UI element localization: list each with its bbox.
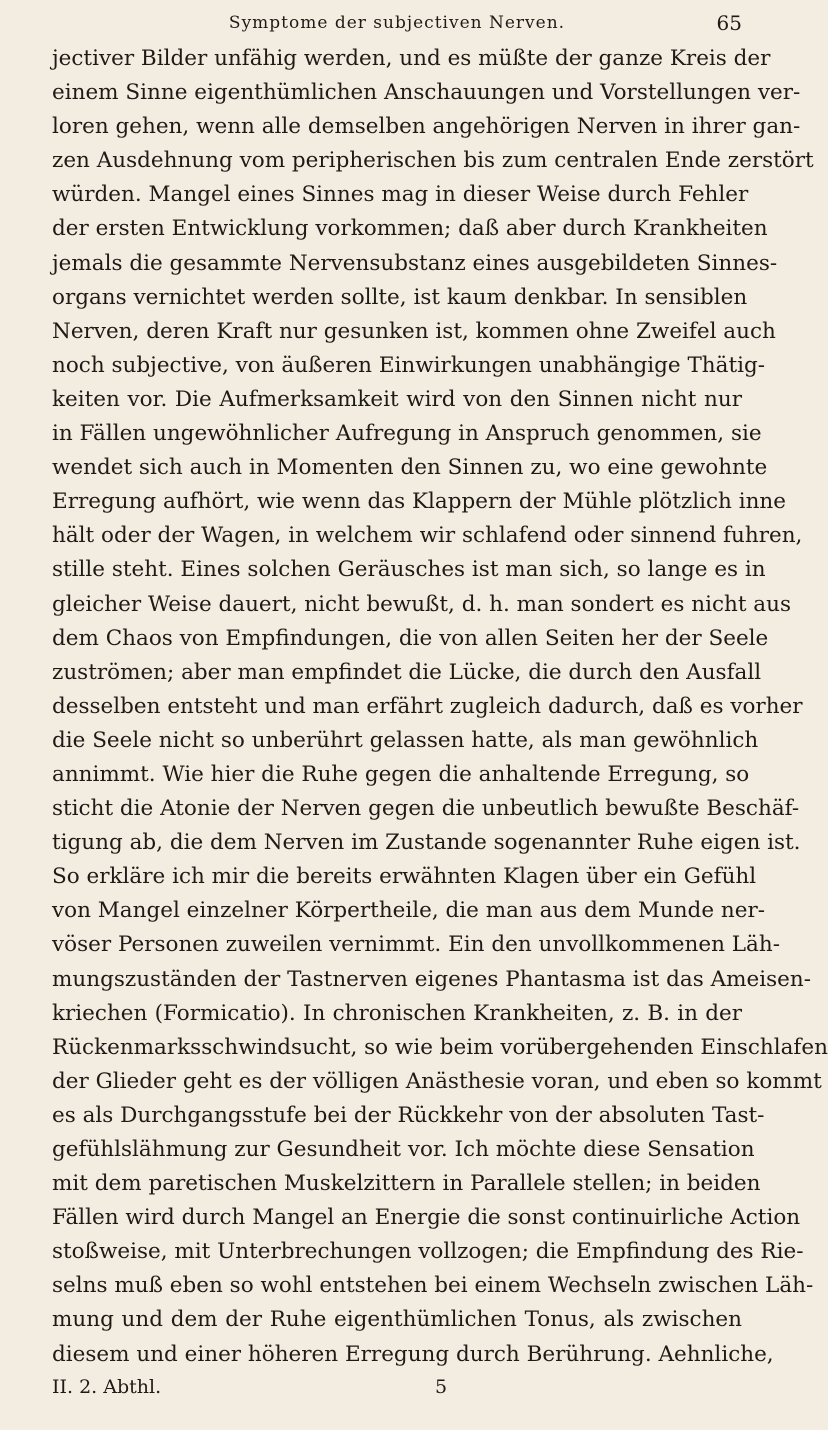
body-text	[52, 42, 828, 1372]
text-line: mungszuständen der Tastnerven eigenes Phantasma ist das Ameisen-	[52, 966, 811, 992]
text-line: in Fällen ungewöhnlicher Aufregung in Anspruch genommen, sie	[52, 421, 762, 447]
text-line: loren gehen, wenn alle demselben angehörigen Nerven in ihrer gan-	[52, 114, 801, 140]
text-line: dem Chaos von Empfindungen, die von allen Seiten her der Seele	[52, 625, 769, 651]
text-line: stille steht. Eines solchen Geräusches ist man sich, so lange es in	[52, 557, 766, 583]
text-line: zuströmen; aber man empfindet die Lücke, die durch den Ausfall	[52, 659, 762, 685]
text-line: organs vernichtet werden sollte, ist kaum denkbar. In sensiblen	[52, 284, 748, 310]
text-line: So erkläre ich mir die bereits erwähnten Klagen über ein Gefühl	[52, 864, 757, 890]
text-line: diesem und einer höheren Erregung durch Berührung. Aehnliche,	[52, 1341, 774, 1367]
text-line: der ersten Entwicklung vorkommen; daß aber durch Krankheiten	[52, 216, 768, 242]
text-line: jectiver Bilder unfähig werden, und es müßte der ganze Kreis der	[52, 46, 771, 71]
text-line: mit dem paretischen Muskelzittern in Parallele stellen; in beiden	[52, 1171, 761, 1197]
text-line: sticht die Atonie der Nerven gegen die unbeutlich bewußte Beschäf-	[52, 796, 800, 822]
text-line: einem Sinne eigenthümlichen Anschauungen und Vorstellungen ver-	[52, 80, 801, 106]
running-head	[52, 8, 742, 38]
sheet-number: 5	[435, 1375, 448, 1398]
text-line: zen Ausdehnung vom peripherischen bis zum centralen Ende zerstört	[52, 148, 814, 174]
text-line: Erregung aufhört, wie wenn das Klappern der Mühle plötzlich inne	[52, 489, 786, 515]
text-line: Nerven, deren Kraft nur gesunken ist, kommen ohne Zweifel auch	[52, 318, 776, 344]
text-line: gleicher Weise dauert, nicht bewußt, d. h. man sondert es nicht aus	[52, 591, 791, 617]
page-number: 65	[716, 11, 742, 35]
text-line: annimmt. Wie hier die Ruhe gegen die anhaltende Erregung, so	[52, 761, 750, 787]
text-line: kriechen (Formicatio). In chronischen Krankheiten, z. B. in der	[52, 1000, 742, 1026]
running-title: Symptome der subjectiven Nerven.	[228, 13, 566, 33]
text-line: stoßweise, mit Unterbrechungen vollzogen; die Empfindung des Rie-	[52, 1239, 804, 1265]
text-line: noch subjective, von äußeren Einwirkungen unabhängige Thätig-	[52, 352, 766, 378]
text-line: wendet sich auch in Momenten den Sinnen zu, wo eine gewohnte	[52, 455, 768, 481]
text-line: gefühlslähmung zur Gesundheit vor. Ich möchte diese Sensation	[52, 1137, 755, 1162]
text-line: es als Durchgangsstufe bei der Rückkehr von der absoluten Tast-	[52, 1102, 765, 1128]
text-line: mung und dem der Ruhe eigenthümlichen Tonus, als zwischen	[52, 1307, 742, 1333]
text-line: von Mangel einzelner Körpertheile, die man aus dem Munde ner-	[52, 898, 765, 924]
text-line: Fällen wird durch Mangel an Energie die sonst continuirliche Action	[52, 1205, 801, 1231]
text-line: desselben entsteht und man erfährt zugleich dadurch, daß es vorher	[52, 693, 803, 719]
text-line: selns muß eben so wohl entstehen bei einem Wechseln zwischen Läh-	[52, 1273, 814, 1299]
text-line: jemals die gesammte Nervensubstanz eines ausgebildeten Sinnes-	[52, 250, 778, 276]
text-line: hält oder der Wagen, in welchem wir schlafend oder sinnend fuhren,	[52, 523, 803, 549]
printer-signature: II. 2. Abthl.	[52, 1375, 162, 1398]
text-line: die Seele nicht so unberührt gelassen hatte, als man gewöhnlich	[52, 727, 759, 753]
text-line: Rückenmarksschwindsucht, so wie beim vorübergehenden Einschlafen	[52, 1034, 828, 1060]
page-footer	[52, 1372, 742, 1402]
text-line: vöser Personen zuweilen vernimmt. Ein den unvollkommenen Läh-	[52, 932, 780, 958]
text-line: würden. Mangel eines Sinnes mag in dieser Weise durch Fehler	[52, 182, 749, 208]
text-line: keiten vor. Die Aufmerksamkeit wird von den Sinnen nicht nur	[52, 386, 742, 412]
text-line: der Glieder geht es der völligen Anästhesie voran, und eben so kommt	[52, 1068, 822, 1094]
text-line: tigung ab, die dem Nerven im Zustande sogenannter Ruhe eigen ist.	[52, 830, 801, 856]
